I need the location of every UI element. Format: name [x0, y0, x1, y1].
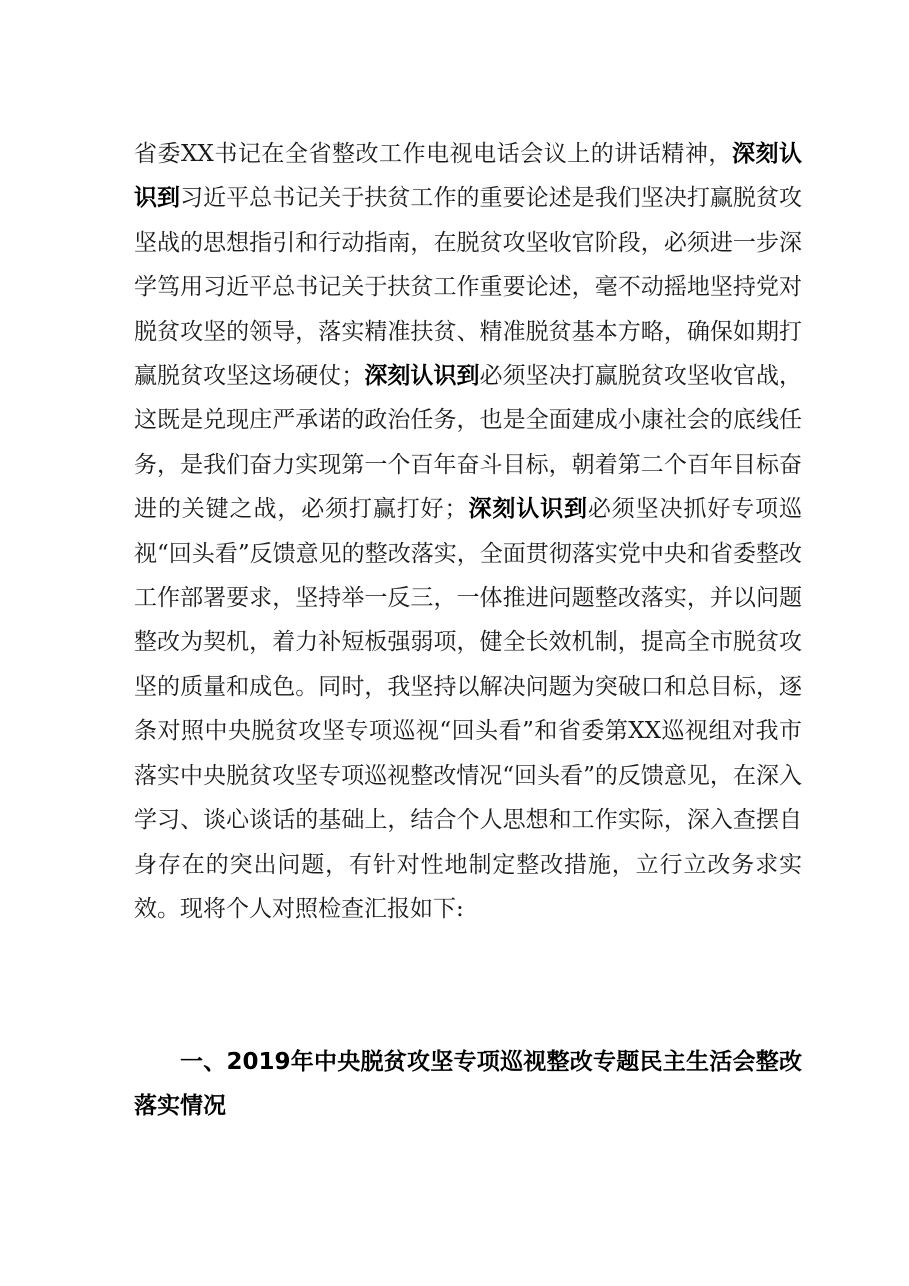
emphasis-deeply-recognize-2: 深刻认识到 — [364, 363, 480, 390]
paragraph-text-4: 必须坚决抓好专项巡视“回头看”反馈意见的整改落实，全面贯彻落实党中央和省委整改工作部署要求，坚持举一反三，一体推进问题整改落实，并以问题整改为契机，着力补短板强弱项，健全长效机制，提高全市脱贫攻坚的质量和成色。同时，我坚持以解决问题为突破口和总目标，逐条对照中央脱贫攻坚专项巡视“回头看”和省委第XX巡视组对我市落实中央脱贫攻坚专项巡视整改情况“回头看”的反馈意见，在深入学习、谈心谈话的基础上，结合个人思想和工作实际，深入查摆自身存在的突出问题，有针对性地制定整改措施，立行立改务求实效。现将个人对照检查汇报如下: — [134, 496, 803, 922]
paragraph-text-2: 习近平总书记关于扶贫工作的重要论述是我们坚决打赢脱贫攻坚战的思想指引和行动指南，在脱贫攻坚收官阶段，必须进一步深学笃用习近平总书记关于扶贫工作重要论述，毫不动摇地坚持党对脱贫攻坚的领导，落实精准扶贫、精准脱贫基本方略，确保如期打赢脱贫攻坚这场硬仗； — [134, 185, 803, 390]
section-heading: 一、2019年中央脱贫攻坚专项巡视整改专题民主生活会整改落实情况 — [134, 1049, 802, 1120]
paragraph-text-3: 必须坚决打赢脱贫攻坚收官战，这既是兑现庄严承诺的政治任务，也是全面建成小康社会的底线任务，是我们奋力实现第一个百年奋斗目标，朝着第二个百年目标奋进的关键之战，必须打赢打好； — [134, 363, 803, 523]
body-paragraph — [134, 132, 802, 931]
emphasis-deeply-recognize-1: 深刻认识到 — [134, 141, 803, 212]
emphasis-deeply-recognize-3: 深刻认识到 — [467, 496, 588, 523]
paragraph-text-1: 省委XX书记在全省整改工作电视电话会议上的讲话精神， — [134, 141, 732, 167]
